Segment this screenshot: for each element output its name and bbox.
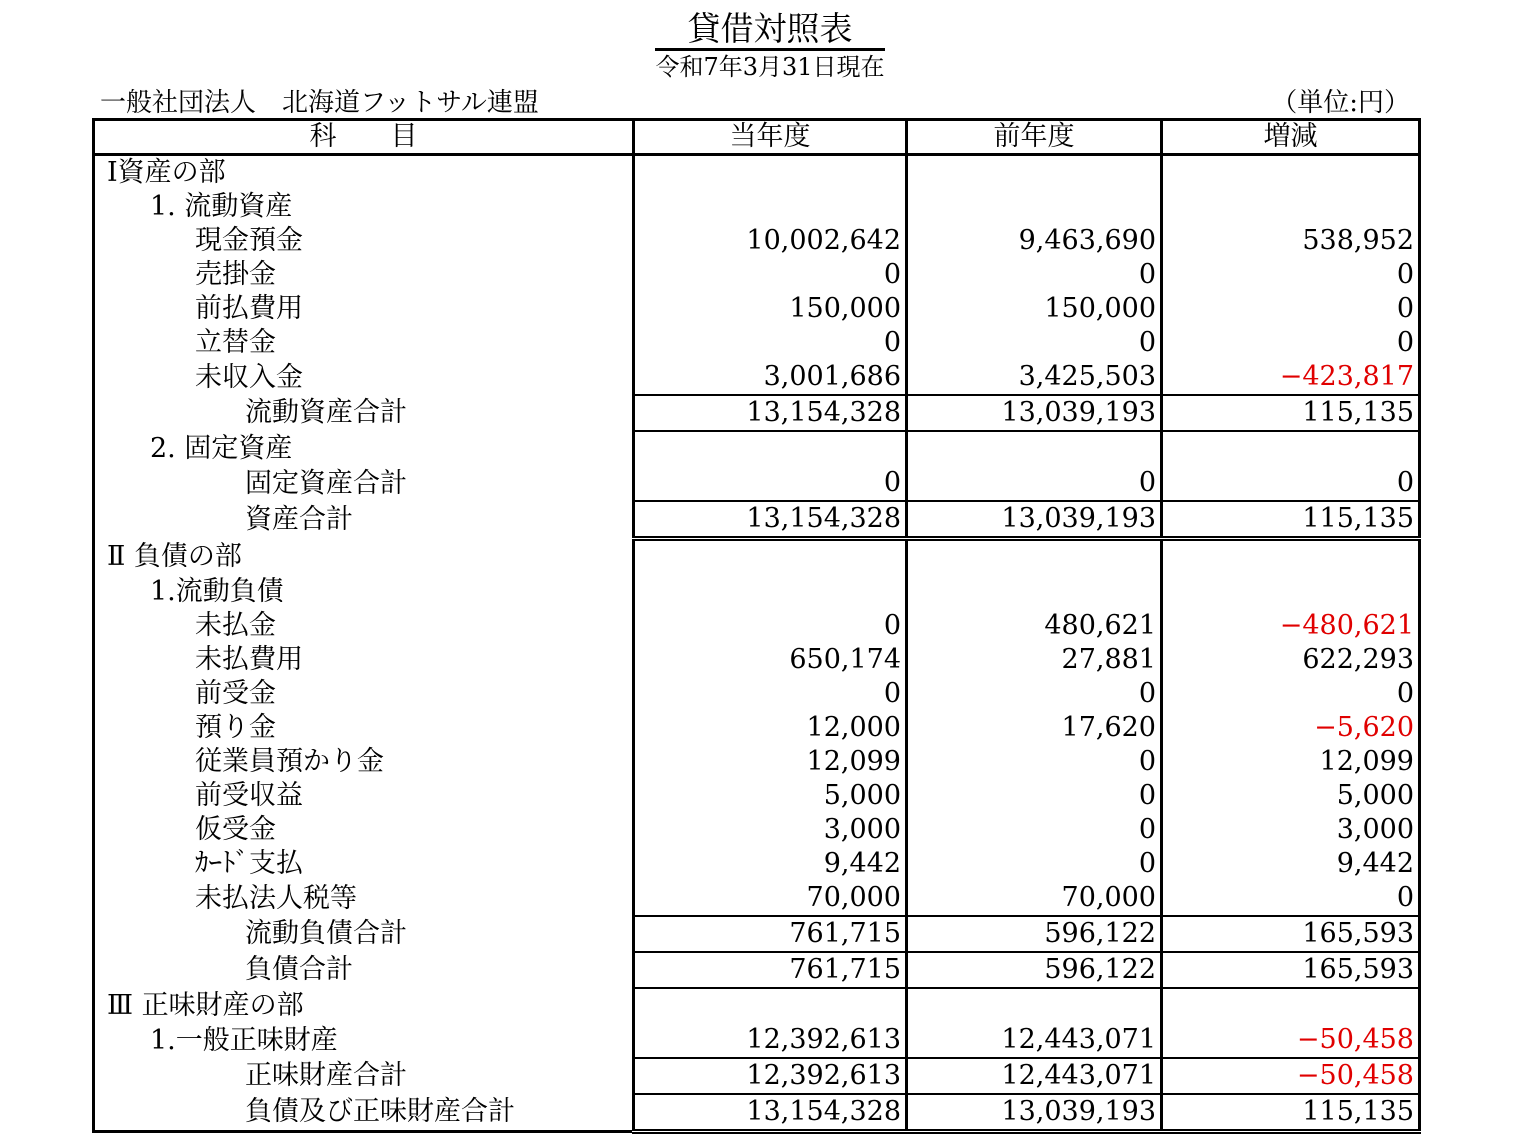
current-year-value [634,431,907,466]
table-row [94,952,1420,988]
current-year-value [634,988,907,1023]
change-value: 12,099 [1162,745,1420,779]
table-row [94,292,1420,326]
change-value [1162,575,1420,609]
previous-year-value: 17,620 [907,711,1162,745]
previous-year-value: 9,463,690 [907,224,1162,258]
previous-year-value: 70,000 [907,881,1162,916]
current-year-value: 12,000 [634,711,907,745]
account-label: 未払費用 [94,643,634,677]
account-label: Ⅰ資産の部 [94,155,634,191]
account-label: 前払費用 [94,292,634,326]
change-value: −423,817 [1162,360,1420,395]
account-label: 未収入金 [94,360,634,395]
current-year-value: 650,174 [634,643,907,677]
account-label: 固定資産合計 [94,466,634,501]
table-row [94,881,1420,916]
current-year-value: 3,000 [634,813,907,847]
change-value: 115,135 [1162,395,1420,431]
previous-year-value: 0 [907,258,1162,292]
change-value: 115,135 [1162,501,1420,539]
table-row [94,609,1420,643]
table-row [94,988,1420,1023]
account-label: 従業員預かり金 [94,745,634,779]
current-year-value: 150,000 [634,292,907,326]
account-label: 前受収益 [94,779,634,813]
current-year-value: 12,392,613 [634,1058,907,1094]
change-value: 5,000 [1162,779,1420,813]
change-value [1162,988,1420,1023]
previous-year-value [907,988,1162,1023]
previous-year-value: 27,881 [907,643,1162,677]
table-row [94,224,1420,258]
change-value: 0 [1162,677,1420,711]
previous-year-value: 13,039,193 [907,1094,1162,1132]
account-label: 1.流動負債 [94,575,634,609]
account-label: 流動資産合計 [94,395,634,431]
current-year-value: 761,715 [634,952,907,988]
account-label: 立替金 [94,326,634,360]
table-row [94,745,1420,779]
table-row [94,395,1420,431]
header-account: 科 目 [94,120,634,155]
table-row [94,1023,1420,1058]
change-value [1162,431,1420,466]
header-previous-year: 前年度 [907,120,1162,155]
change-value: 3,000 [1162,813,1420,847]
current-year-value: 13,154,328 [634,395,907,431]
change-value: 165,593 [1162,916,1420,952]
change-value: 538,952 [1162,224,1420,258]
previous-year-value: 13,039,193 [907,395,1162,431]
previous-year-value: 0 [907,779,1162,813]
table-row [94,258,1420,292]
change-value: −50,458 [1162,1058,1420,1094]
current-year-value [634,575,907,609]
account-label: 1.一般正味財産 [94,1023,634,1058]
table-row [94,155,1420,191]
current-year-value: 10,002,642 [634,224,907,258]
previous-year-value: 3,425,503 [907,360,1162,395]
account-label: Ⅲ 正味財産の部 [94,988,634,1023]
previous-year-value [907,539,1162,576]
table-row [94,431,1420,466]
change-value: 0 [1162,326,1420,360]
table-row [94,779,1420,813]
change-value: 115,135 [1162,1094,1420,1132]
table-header-row [94,120,1420,155]
balance-sheet-table [92,118,1421,1134]
table-row [94,360,1420,395]
unit-label: （単位:円） [1271,88,1410,118]
current-year-value: 12,392,613 [634,1023,907,1058]
change-value: 0 [1162,881,1420,916]
previous-year-value: 480,621 [907,609,1162,643]
account-label: 負債及び正味財産合計 [94,1094,634,1132]
header-current-year: 当年度 [634,120,907,155]
previous-year-value [907,431,1162,466]
account-label: 前受金 [94,677,634,711]
change-value: 0 [1162,466,1420,501]
account-label: 2. 固定資産 [94,431,634,466]
table-row [94,539,1420,576]
current-year-value: 0 [634,466,907,501]
previous-year-value: 0 [907,326,1162,360]
previous-year-value: 0 [907,813,1162,847]
previous-year-value: 0 [907,677,1162,711]
account-label: 仮受金 [94,813,634,847]
account-label: 未払法人税等 [94,881,634,916]
current-year-value: 13,154,328 [634,501,907,539]
current-year-value: 5,000 [634,779,907,813]
change-value: −5,620 [1162,711,1420,745]
table-row [94,711,1420,745]
change-value: −50,458 [1162,1023,1420,1058]
change-value [1162,155,1420,191]
header-change: 増減 [1162,120,1420,155]
account-label: Ⅱ 負債の部 [94,539,634,576]
previous-year-value: 0 [907,466,1162,501]
change-value: 9,442 [1162,847,1420,881]
previous-year-value [907,155,1162,191]
table-row [94,1058,1420,1094]
table-row [94,677,1420,711]
previous-year-value [907,575,1162,609]
previous-year-value: 596,122 [907,916,1162,952]
current-year-value: 3,001,686 [634,360,907,395]
table-row [94,643,1420,677]
change-value: 622,293 [1162,643,1420,677]
previous-year-value: 13,039,193 [907,501,1162,539]
current-year-value: 0 [634,609,907,643]
account-label: 預り金 [94,711,634,745]
table-row [94,813,1420,847]
table-row [94,916,1420,952]
change-value: 0 [1162,292,1420,326]
account-label: 1. 流動資産 [94,190,634,224]
table-row [94,501,1420,539]
current-year-value: 0 [634,326,907,360]
current-year-value [634,539,907,576]
previous-year-value: 12,443,071 [907,1058,1162,1094]
account-label: 未払金 [94,609,634,643]
change-value: 165,593 [1162,952,1420,988]
change-value: −480,621 [1162,609,1420,643]
current-year-value [634,190,907,224]
report-title: 貸借対照表 [655,10,885,51]
table-row [94,575,1420,609]
table-row [94,1094,1420,1132]
account-label: ｶｰﾄﾞ支払 [94,847,634,881]
previous-year-value: 596,122 [907,952,1162,988]
table-row [94,326,1420,360]
current-year-value: 13,154,328 [634,1094,907,1132]
table-row [94,847,1420,881]
previous-year-value: 150,000 [907,292,1162,326]
previous-year-value: 0 [907,847,1162,881]
current-year-value: 9,442 [634,847,907,881]
account-label: 正味財産合計 [94,1058,634,1094]
table-row [94,190,1420,224]
account-label: 負債合計 [94,952,634,988]
account-label: 流動負債合計 [94,916,634,952]
current-year-value: 12,099 [634,745,907,779]
account-label: 現金預金 [94,224,634,258]
account-label: 売掛金 [94,258,634,292]
report-date: 令和7年3月31日現在 [655,53,885,81]
current-year-value [634,155,907,191]
change-value: 0 [1162,258,1420,292]
change-value [1162,190,1420,224]
change-value [1162,539,1420,576]
organization-name: 一般社団法人 北海道フットサル連盟 [100,88,539,118]
current-year-value: 0 [634,677,907,711]
previous-year-value: 0 [907,745,1162,779]
previous-year-value [907,190,1162,224]
table-row [94,466,1420,501]
current-year-value: 761,715 [634,916,907,952]
current-year-value: 70,000 [634,881,907,916]
current-year-value: 0 [634,258,907,292]
account-label: 資産合計 [94,501,634,539]
previous-year-value: 12,443,071 [907,1023,1162,1058]
table-body [94,155,1420,1132]
